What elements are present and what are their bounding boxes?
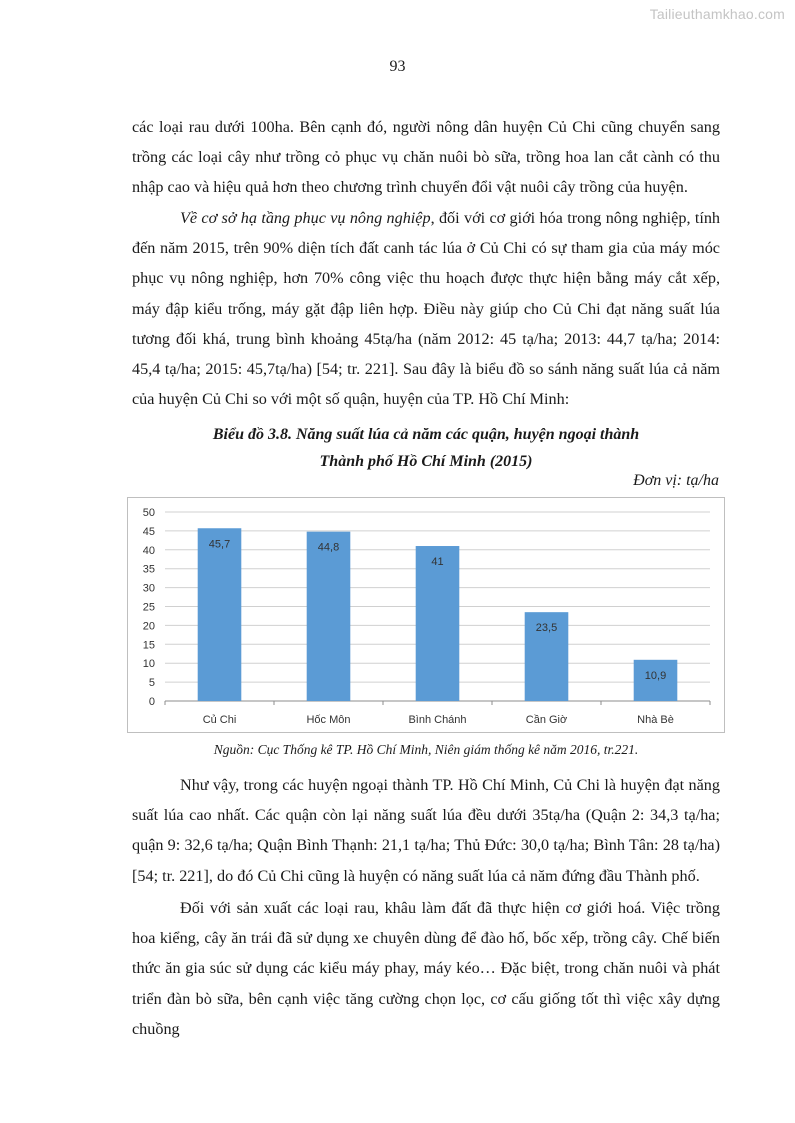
y-tick-label: 40 xyxy=(142,544,155,557)
chart-unit-label: Đơn vị: tạ/ha xyxy=(633,472,719,489)
chart-caption-line1: Biểu đồ 3.8. Năng suất lúa cả năm các quận, huyện ngoại thành xyxy=(212,426,640,443)
x-category-label: Nhà Bè xyxy=(637,714,674,726)
paragraph-top xyxy=(132,112,720,203)
y-tick-label: 0 xyxy=(148,696,155,708)
paragraph-infrastructure-lead: Về cơ sở hạ tầng phục vụ nông nghiệp xyxy=(180,209,431,227)
paragraph-last xyxy=(132,893,720,1044)
paragraph-infrastructure xyxy=(132,203,720,414)
y-tick-label: 20 xyxy=(142,620,155,633)
bar-value-label: 44,8 xyxy=(317,541,340,554)
bar-chart-svg xyxy=(128,498,724,732)
paragraph-last-text: Đối với sản xuất các loại rau, khâu làm đất đã thực hiện cơ giới hoá. Việc trồng hoa kiểng, cây ăn trái đã sử dụng xe chuyên dùng để đào hố, bốc xếp, trồng cây. Chế biến thức ăn gia súc sử dụng các kiểu máy phay, máy kéo… Đặc biệt, trong chăn nuôi và phát triển đàn bò sữa, bên cạnh việc tăng cường chọn lọc, cơ cấu giống tốt thì việc xây dựng chuồng xyxy=(132,899,720,1038)
x-category-label: Cần Giờ xyxy=(525,714,568,726)
source-note: Nguồn: Cục Thống kê TP. Hồ Chí Minh, Niên giám thống kê năm 2016, tr.221. xyxy=(213,742,639,757)
bar xyxy=(198,528,242,701)
x-category-label: Củ Chi xyxy=(202,714,237,726)
y-tick-label: 35 xyxy=(142,563,155,576)
y-tick-label: 10 xyxy=(142,658,155,671)
x-category-label: Hốc Môn xyxy=(306,714,351,726)
y-tick-label: 45 xyxy=(142,525,155,538)
y-tick-label: 15 xyxy=(142,639,155,652)
paragraph-top-text: các loại rau dưới 100ha. Bên cạnh đó, người nông dân huyện Củ Chi cũng chuyển sang trồng các loại cây như trồng cỏ phục vụ chăn nuôi bò sữa, trồng hoa lan cắt cành có thu nhập cao và hiệu quả hơn theo chương trình chuyển đổi vật nuôi cây trồng của huyện. xyxy=(132,118,720,197)
paragraph-infrastructure-text xyxy=(132,203,720,414)
y-tick-label: 30 xyxy=(142,582,155,595)
y-tick-label: 25 xyxy=(142,601,155,614)
x-category-label: Bình Chánh xyxy=(408,714,467,726)
y-tick-label: 50 xyxy=(142,507,155,519)
paragraph-after-chart-text: Như vậy, trong các huyện ngoại thành TP. Hồ Chí Minh, Củ Chi là huyện đạt năng suất lúa cao nhất. Các quận còn lại năng suất lúa đều dưới 35tạ/ha (Quận 2: 34,3 tạ/ha; quận 9: 32,6 tạ/ha; Quận Bình Thạnh: 21,1 tạ/ha; Thủ Đức: 30,0 tạ/ha; Bình Tân: 28 tạ/ha) [54; tr. 221], do đó Củ Chi cũng là huyện có năng suất lúa cả năm đứng đầu Thành phố. xyxy=(132,776,720,885)
bar xyxy=(307,532,351,701)
watermark: Tailieuthamkhao.com xyxy=(649,6,785,22)
bar-chart xyxy=(127,497,725,733)
bar xyxy=(416,546,460,701)
y-tick-label: 5 xyxy=(148,677,155,690)
bar-value-label: 45,7 xyxy=(208,538,231,551)
page-number: 93 xyxy=(389,58,406,75)
chart-caption-line2: Thành phố Hồ Chí Minh (2015) xyxy=(319,453,533,470)
paragraph-after-chart xyxy=(132,770,720,891)
bar-value-label: 41 xyxy=(431,556,444,569)
paragraph-infrastructure-body: , đối với cơ giới hóa trong nông nghiệp, tính đến năm 2015, trên 90% diện tích đất canh tác lúa ở Củ Chi có sự tham gia của máy móc phục vụ nông nghiệp, hơn 70% công việc thu hoạch được thực hiện bằng máy cắt xếp, máy đập kiểu trống, máy gặt đập liên hợp. Điều này giúp cho Củ Chi đạt năng suất lúa tương đối khá, trung bình khoảng 45tạ/ha (năm 2012: 45 tạ/ha; 2013: 44,7 tạ/ha; 2014: 45,4 tạ/ha; 2015: 45,7tạ/ha) [54; tr. 221]. Sau đây là biểu đồ so sánh năng suất lúa cả năm của huyện Củ Chi so với một số quận, huyện của TP. Hồ Chí Minh: xyxy=(132,209,721,409)
bar-value-label: 23,5 xyxy=(535,622,558,635)
bar-value-label: 10,9 xyxy=(644,669,667,682)
chart-caption xyxy=(132,421,720,475)
